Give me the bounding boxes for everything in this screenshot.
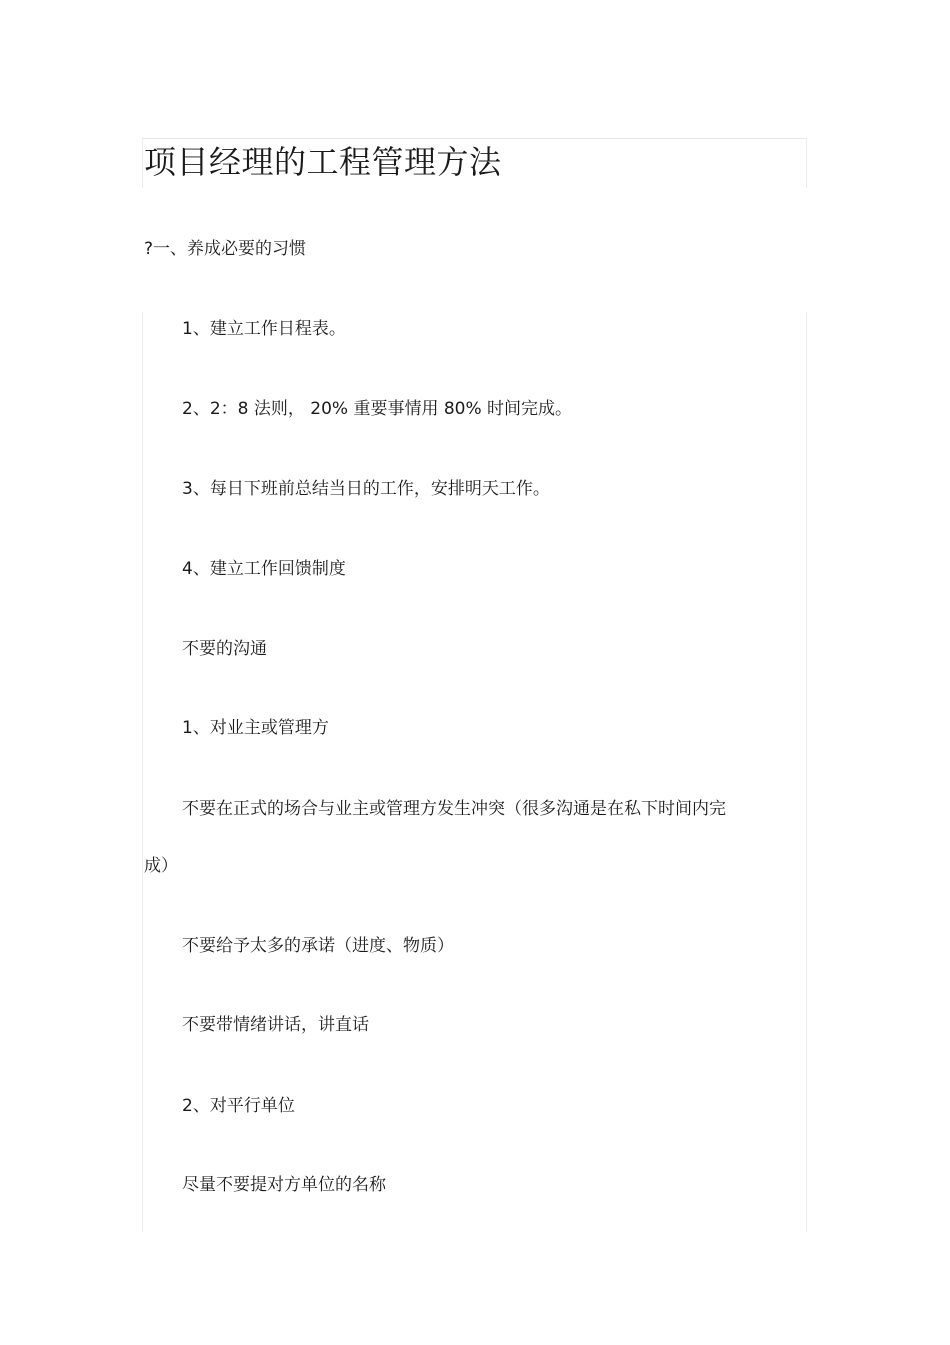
paragraph-line: 不要带情绪讲话，讲直话 bbox=[182, 1015, 369, 1035]
paragraph-line: 1、建立工作日程表。 bbox=[182, 319, 346, 339]
paragraph-line: 尽量不要提对方单位的名称 bbox=[182, 1175, 386, 1195]
section-heading: ?一、养成必要的习惯 bbox=[144, 239, 307, 259]
paragraph-line: 1、对业主或管理方 bbox=[182, 718, 329, 738]
document-title: 项目经理的工程管理方法 bbox=[144, 143, 502, 181]
paragraph-line: 不要的沟通 bbox=[182, 639, 267, 659]
paragraph-line: 2、对平行单位 bbox=[182, 1096, 295, 1116]
paragraph-line: 4、建立工作回馈制度 bbox=[182, 559, 346, 579]
paragraph-line: 不要在正式的场合与业主或管理方发生冲突（很多沟通是在私下时间内完 bbox=[182, 799, 726, 819]
paragraph-line: 2、2：8 法则， 20% 重要事情用 80% 时间完成。 bbox=[182, 399, 573, 419]
paragraph-line: 成） bbox=[144, 856, 178, 876]
paragraph-line: 3、每日下班前总结当日的工作，安排明天工作。 bbox=[182, 479, 550, 499]
paragraph-line: 不要给予太多的承诺（进度、物质） bbox=[182, 936, 454, 956]
